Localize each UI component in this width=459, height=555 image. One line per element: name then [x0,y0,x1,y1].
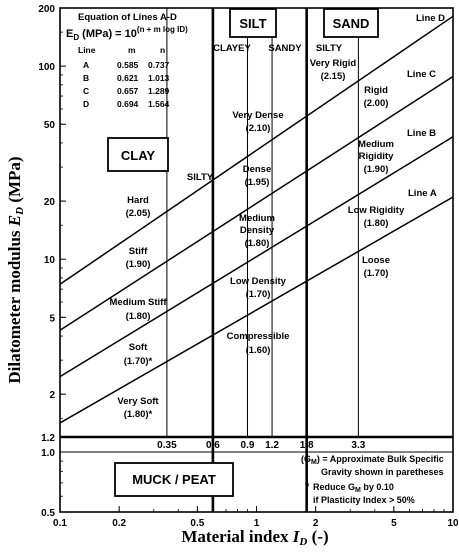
y-tick-label: 2 [49,390,55,402]
svg-text:Very Rigid: Very Rigid [309,58,357,69]
svg-text:(1.70): (1.70) [363,268,389,279]
svg-text:Loose: Loose [362,255,390,266]
svg-text:0.694: 0.694 [117,99,139,109]
y-tick-label: 100 [38,62,55,74]
equation-title: Equation of Lines A-D [78,12,177,23]
svg-text:(2.05): (2.05) [125,208,151,219]
svg-text:Medium: Medium [239,213,275,224]
y-tick-label: 1.0 [41,448,55,459]
table-head-m: m [128,45,136,55]
svg-text:A: A [83,60,90,70]
svg-text:if Plasticity Index > 50%: if Plasticity Index > 50% [313,495,415,505]
svg-text:Very Dense: Very Dense [232,110,284,121]
y-axis-title: Dilatometer modulus ED (MPa) [5,156,26,384]
x-tick-label: 0.5 [190,518,205,529]
svg-text:Hard: Hard [127,195,149,206]
svg-text:0.585: 0.585 [117,60,139,70]
y-tick-label: 5 [49,313,55,325]
svg-text:(2.00): (2.00) [363,98,389,109]
id-mark-label: 3.3 [351,440,366,451]
svg-text:B: B [83,73,90,83]
svg-text:C: C [83,86,90,96]
clay-state-label [126,246,151,270]
table-head-n: n [160,45,166,55]
svg-text:D: D [83,99,90,109]
svg-text:(GM) = Approximate Bulk Specif: $(G_M)$ = Approximate Bulk Specific [301,454,444,466]
y-tick-label: 10 [43,255,55,267]
id-mark-label: 0.35 [157,440,177,451]
svg-text:(1.95): (1.95) [244,177,270,188]
table-row [83,86,170,96]
line-label: Line D [416,13,446,24]
y-tick-label: 0.5 [41,508,55,519]
svg-text:Rigid: Rigid [364,85,388,96]
equation-block [66,12,188,109]
muck-zone-label: MUCK / PEAT [132,472,216,487]
svg-text:(1.80): (1.80) [363,218,389,229]
equation-formula: $E_D$ $(MPa) = 10^{(n + m log ID)}$ [66,25,188,42]
svg-text:(1.80)*: (1.80)* [123,409,153,420]
id-mark-label: 1.2 [265,440,280,451]
svg-text:(1.90): (1.90) [125,259,151,270]
sand-state-label [310,58,357,82]
silty-left-label: SILTY [186,172,214,183]
svg-text:1.564: 1.564 [148,99,170,109]
svg-text:Gravity shown in paretheses: Gravity shown in paretheses [321,467,444,477]
svg-text:0.621: 0.621 [117,73,139,83]
svg-text:Soft: Soft [128,342,148,353]
table-row [83,60,170,70]
silt-state-label [232,110,283,134]
line-label: Line B [407,128,437,139]
clay-state-label [117,396,159,420]
x-tick-label: 1 [253,518,260,529]
sand-state-label [358,139,394,175]
svg-text:Stiff: Stiff [128,246,148,257]
silt-state-label [230,276,287,300]
sand-state-label [362,255,390,279]
table-row [83,99,170,109]
svg-text:(1.80): (1.80) [125,311,151,322]
svg-text:Compressible: Compressible [226,331,290,342]
line-label: Line A [408,188,437,199]
svg-text:(2.15): (2.15) [320,71,346,82]
silty-right-label: SILTY [315,43,343,54]
svg-text:Medium Stiff: Medium Stiff [109,297,167,308]
x-tick-label: 0.2 [112,518,127,529]
svg-text:(1.80): (1.80) [244,238,270,249]
table-row [83,73,170,83]
svg-text:1.013: 1.013 [148,73,170,83]
gravity-note [301,454,444,505]
x-tick-label: 10 [447,518,459,529]
svg-text:1.289: 1.289 [148,86,170,96]
svg-text:Density: Density [239,225,275,236]
id-mark-label: 0.9 [240,440,255,451]
svg-text:Medium: Medium [358,139,394,150]
y-tick-label: 50 [43,120,55,132]
x-tick-label: 2 [312,518,319,529]
clay-state-label [126,195,151,219]
id-mark-label: 0.6 [205,440,220,451]
svg-text:(1.90): (1.90) [363,164,389,175]
sand-state-label [364,85,389,109]
x-tick-label: 5 [391,518,397,529]
line-label: Line C [407,69,437,80]
svg-text:Very Soft: Very Soft [117,396,159,407]
svg-text:(1.70): (1.70) [245,289,271,300]
x-axis-title: Material index ID (-) [181,527,329,548]
clay-state-label [110,297,168,322]
svg-text:0.657: 0.657 [117,86,139,96]
sandy-label: SANDY [268,43,302,54]
silt-state-label [227,331,290,356]
silt-zone-label: SILT [239,16,267,31]
svg-text:Rigidity: Rigidity [358,151,394,162]
svg-text:Low Density: Low Density [230,276,286,287]
sand-zone-label: SAND [332,16,370,31]
y-tick-label: 200 [38,4,55,15]
svg-text:Low Rigidity: Low Rigidity [347,205,405,216]
clayey-label: CLAYEY [213,43,251,54]
sand-state-label [348,205,405,229]
svg-text:Dense: Dense [242,164,272,175]
silt-state-label [239,213,275,249]
svg-text:(1.70)*: (1.70)* [123,356,153,367]
svg-text:(2.10): (2.10) [245,123,271,134]
svg-text:Reduce GM by 0.10: Reduce $G_M$ by 0.10 [313,482,394,494]
table-head-line: Line [78,45,96,55]
clay-zone-label: CLAY [120,148,156,163]
x-tick-label: 0.1 [53,518,67,529]
id-mark-label: 1.8 [299,440,314,451]
clay-state-label [124,342,153,367]
svg-text:0.737: 0.737 [148,60,170,70]
y-tick-label: 20 [43,197,55,209]
y-tick-label: 1.2 [41,433,55,444]
svg-text:*: * [305,481,310,493]
svg-text:(1.60): (1.60) [245,345,271,356]
